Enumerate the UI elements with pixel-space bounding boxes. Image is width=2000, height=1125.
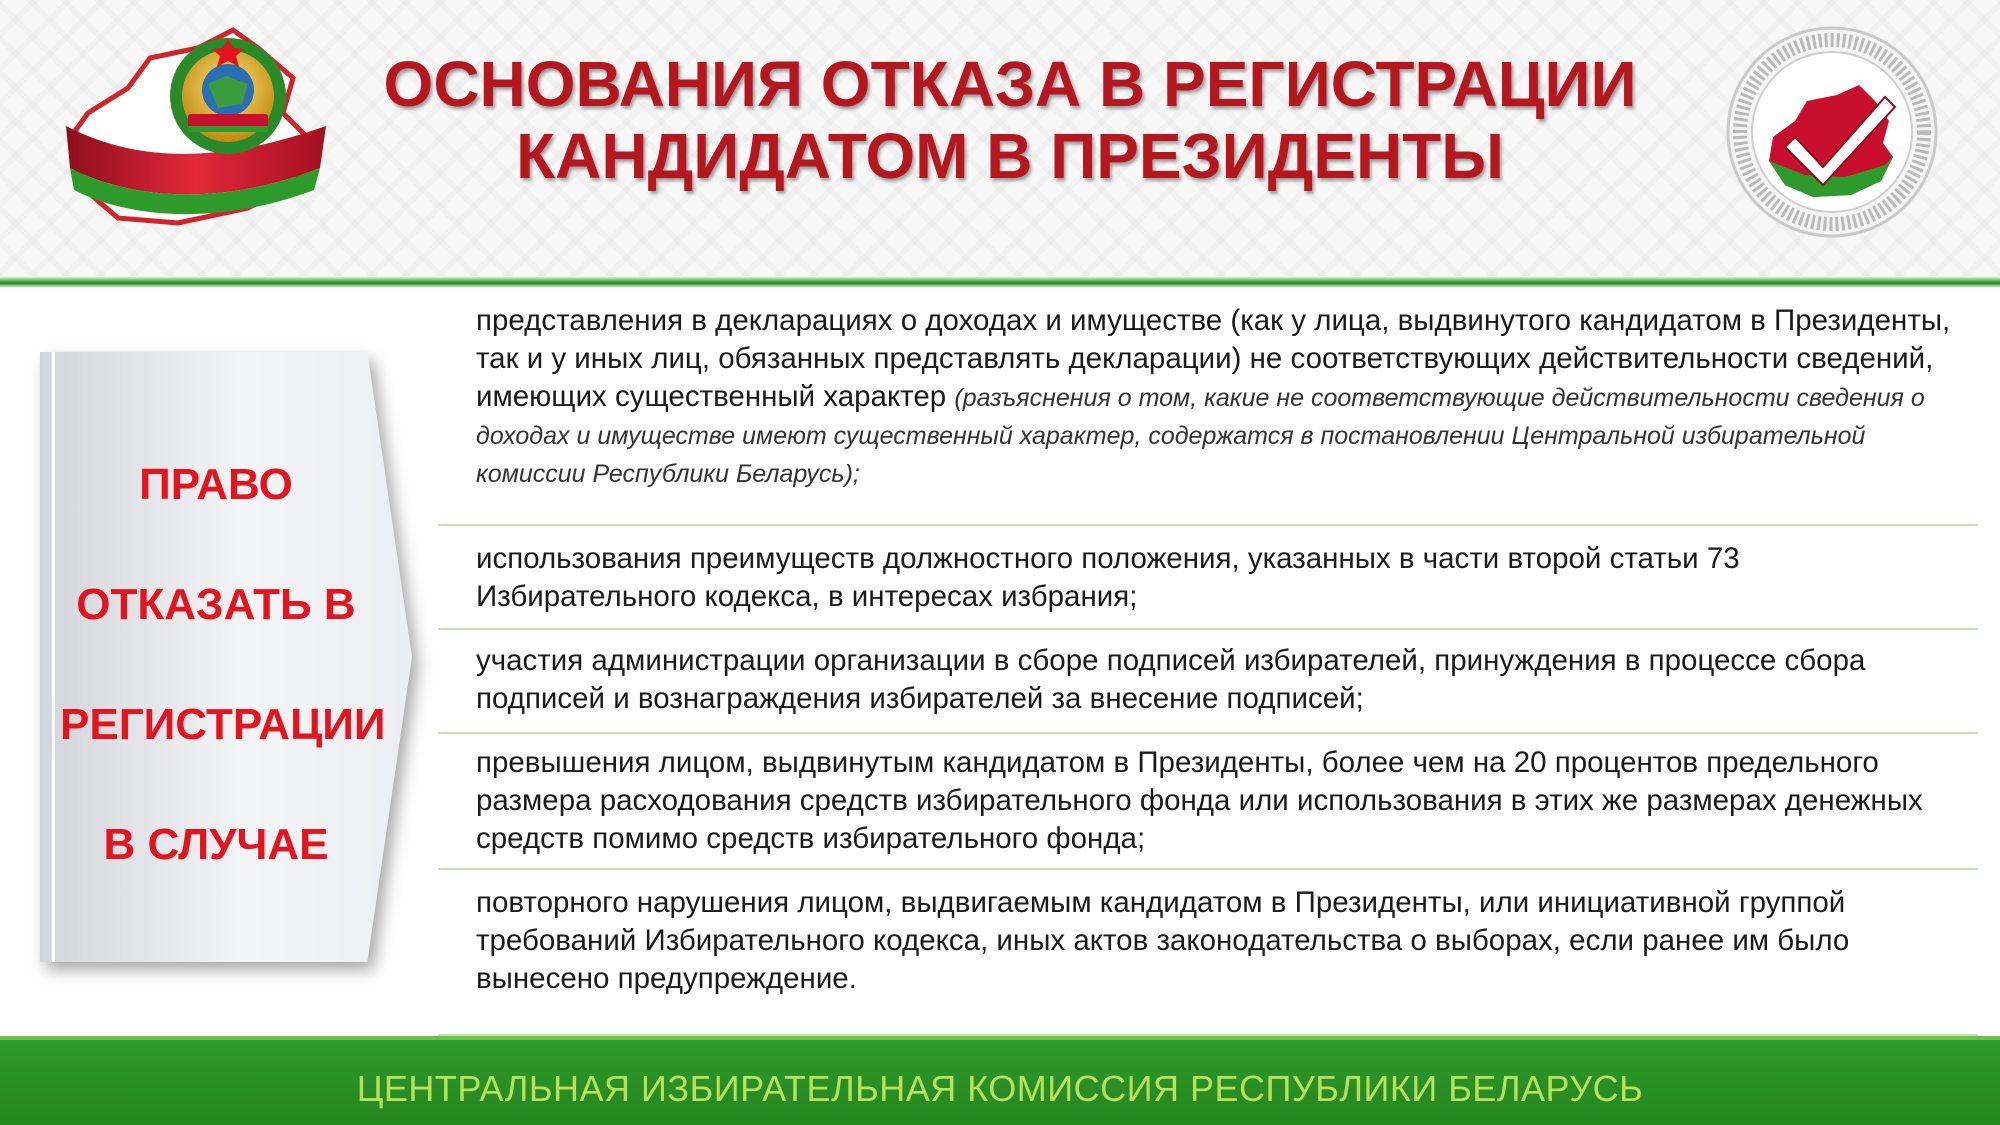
list-item-text: повторного нарушения лицом, выдвигаемым кандидатом в Президенты, или инициативной группой требований Избирательного кодекса, иных актов законодательства о выборах, если ранее им было вынесено предупреждение.	[476, 886, 1850, 995]
list-item	[438, 870, 1978, 1036]
list-item-text: превышения лицом, выдвинутым кандидатом в Президенты, более чем на 20 процентов предельного размера расходования средств избирательного фонда или использования в этих же размерах денежных средств помимо средств избирательного фонда;	[476, 746, 1923, 855]
footer-text: ЦЕНТРАЛЬНАЯ ИЗБИРАТЕЛЬНАЯ КОМИССИЯ РЕСПУБЛИКИ БЕЛАРУСЬ	[356, 1068, 1644, 1109]
left-panel-arrow-shape	[40, 352, 412, 962]
list-item-text: использования преимуществ должностного положения, указанных в части второй статьи 73 Избирательного кодекса, в интересах избрания;	[476, 542, 1740, 613]
list-item-text	[476, 302, 1956, 492]
left-panel-word-2: ОТКАЗАТЬ В	[76, 580, 356, 629]
title-line-1: ОСНОВАНИЯ ОТКАЗА В РЕГИСТРАЦИИ	[383, 48, 1637, 120]
list-item	[438, 734, 1978, 870]
title-line-2: КАНДИДАТОМ В ПРЕЗИДЕНТЫ	[516, 120, 1504, 192]
list-item-main-text: представления в декларациях о доходах и имуществе (как у лица, выдвинутого кандидатом в Президенты, так и у иных лиц, обязанных представлять декларации) не соответствующих действительности сведений, имеющих существенный характер	[476, 304, 1951, 413]
list-item-text: участия администрации организации в сборе подписей избирателей, принуждения в процессе сбора подписей и вознаграждения избирателей за внесение подписей;	[476, 644, 1866, 715]
left-panel-word-3: РЕГИСТРАЦИИ	[60, 700, 386, 749]
cec-logo-emblem	[1725, 25, 1940, 240]
belarus-coat-of-arms-emblem	[58, 18, 348, 248]
page-title	[380, 48, 1640, 192]
left-panel	[40, 352, 412, 962]
left-panel-word-4: В СЛУЧАЕ	[103, 820, 329, 869]
list-item-note: (разъяснения о том, какие не соответствующие действительности сведения о доходах и имуществе имеют существенный характер, содержатся в постановлении Центральной избирательной комиссии Республики Беларусь);	[476, 384, 1925, 488]
left-panel-word-1: ПРАВО	[139, 460, 293, 509]
header-divider	[0, 276, 2000, 288]
list-item	[438, 630, 1978, 734]
list-item	[438, 298, 1978, 526]
list-item	[438, 526, 1978, 630]
left-panel-accent-line	[52, 352, 55, 962]
